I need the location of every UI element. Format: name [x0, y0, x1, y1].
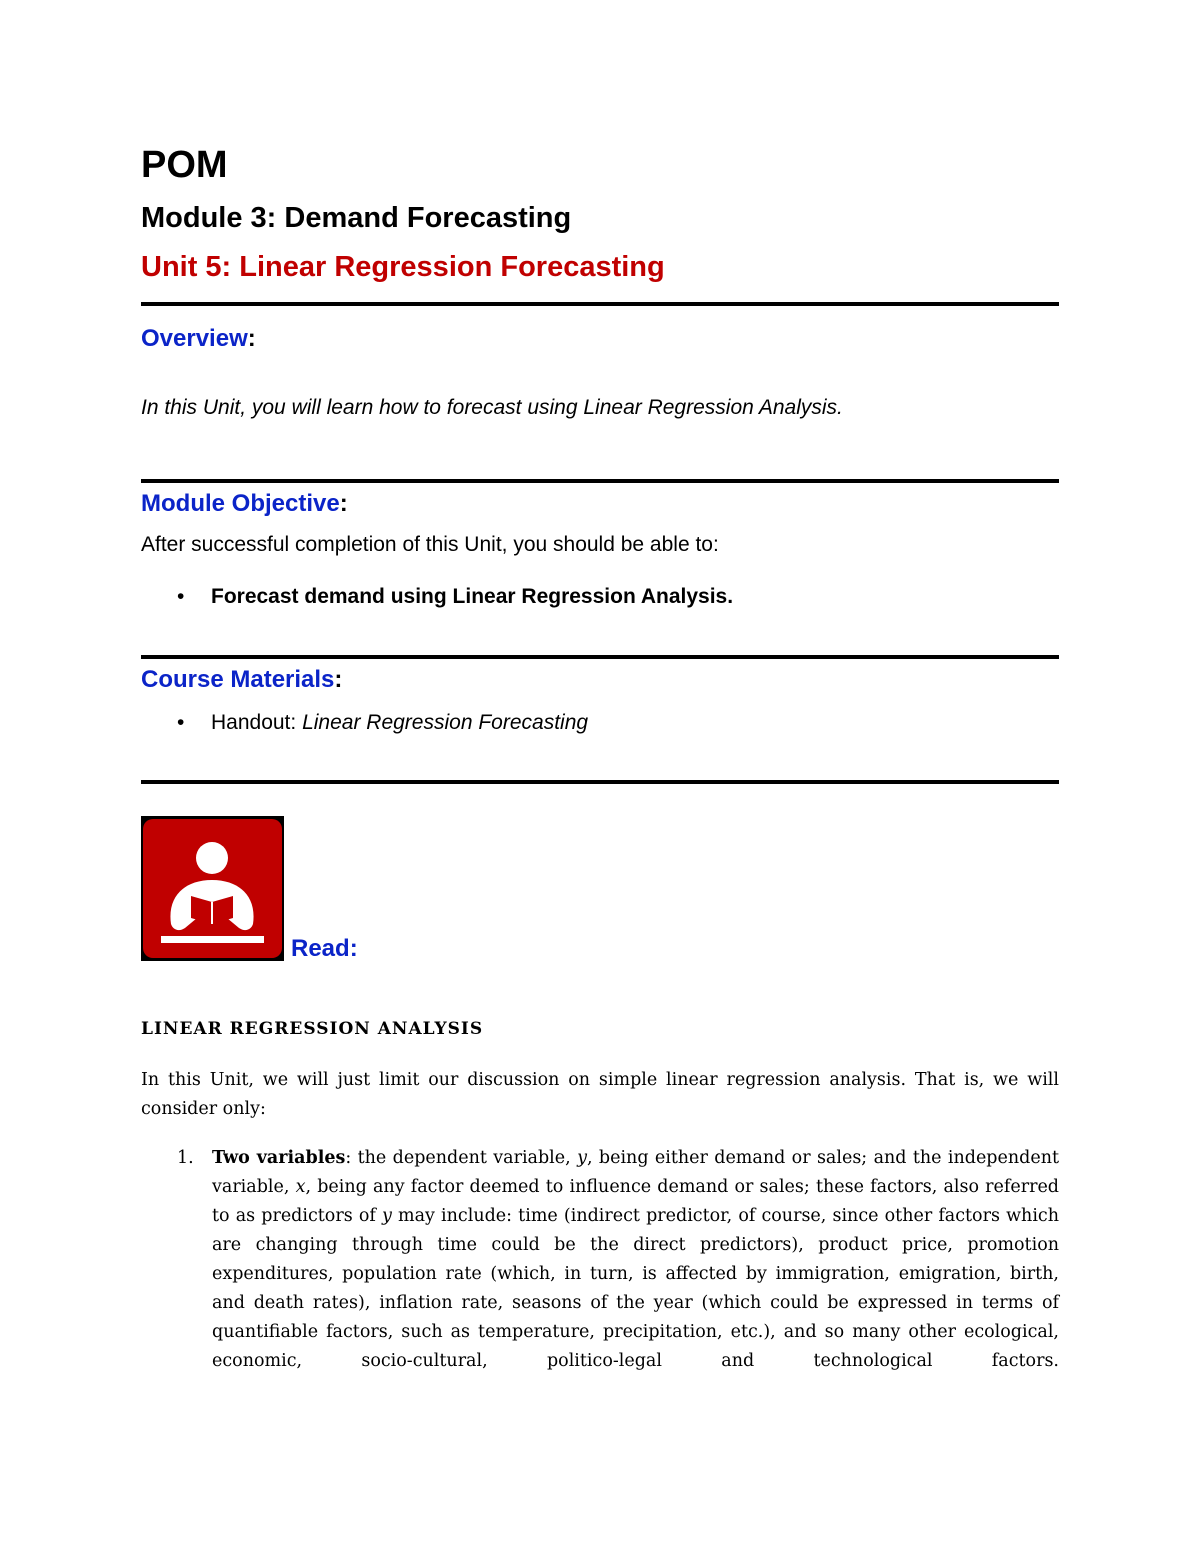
reading-person-icon — [141, 816, 284, 961]
divider — [141, 302, 1059, 306]
variable-x: x — [295, 1177, 306, 1197]
unit-title: Unit 5: Linear Regression Forecasting — [141, 251, 665, 283]
analysis-intro: In this Unit, we will just limit our discussion on simple linear regression analysis. That is, we will consider only: — [141, 1070, 1059, 1119]
list-item-text-c: , being any factor deemed to influence demand or sales; these factors, also referred to as predictors of — [212, 1177, 1060, 1226]
objective-heading-label: Module Objective — [141, 490, 340, 517]
read-label: Read: — [291, 935, 358, 962]
materials-item-title: Linear Regression Forecasting — [302, 711, 589, 734]
objective-heading-colon: : — [339, 490, 348, 517]
divider — [141, 479, 1059, 483]
variable-y: y — [577, 1148, 587, 1168]
list-item-text-a: : the dependent variable, — [345, 1148, 578, 1168]
divider — [141, 655, 1059, 659]
bullet-dot-icon: • — [177, 711, 185, 734]
objective-bullet-text: Forecast demand using Linear Regression Analysis. — [211, 585, 734, 608]
overview-heading-colon: : — [247, 325, 256, 352]
overview-text: In this Unit, you will learn how to forecast using Linear Regression Analysis. — [141, 396, 843, 419]
bullet-dot-icon: • — [177, 585, 185, 608]
materials-heading-colon: : — [334, 666, 343, 693]
divider — [141, 780, 1059, 784]
variable-y: y — [381, 1206, 392, 1226]
overview-heading-label: Overview — [141, 325, 248, 352]
list-item-text-d: may include: time (indirect predictor, of course, since other factors which are changing through time could be the direct predictors), product price, promotion expenditures, population rate (which, in turn, is affected by immigration, emigration, birth, and death rates), inflation rate, seasons of the year (which could be expressed in terms of quantifiable factors, such as temperature, precipitation, etc.), and so many other ecological, economic, socio-cultural, politico-legal and technological factors. — [212, 1206, 1059, 1371]
list-item-number: 1. — [177, 1148, 194, 1168]
materials-heading-label: Course Materials — [141, 666, 335, 693]
document-title: POM — [141, 144, 228, 186]
module-title: Module 3: Demand Forecasting — [141, 202, 572, 234]
objective-heading — [141, 489, 348, 519]
list-item-body — [212, 1144, 1059, 1376]
list-item-term: Two variables — [212, 1148, 346, 1168]
materials-heading — [141, 665, 342, 695]
list-item-text-b: , being either demand or sales; and the independent variable, — [212, 1148, 1059, 1197]
materials-item-text — [211, 709, 588, 737]
materials-item-label: Handout: — [211, 711, 303, 734]
overview-heading — [141, 324, 256, 354]
analysis-heading: LINEAR REGRESSION ANALYSIS — [141, 1019, 484, 1039]
objective-intro: After successful completion of this Unit, you should be able to: — [141, 533, 719, 556]
